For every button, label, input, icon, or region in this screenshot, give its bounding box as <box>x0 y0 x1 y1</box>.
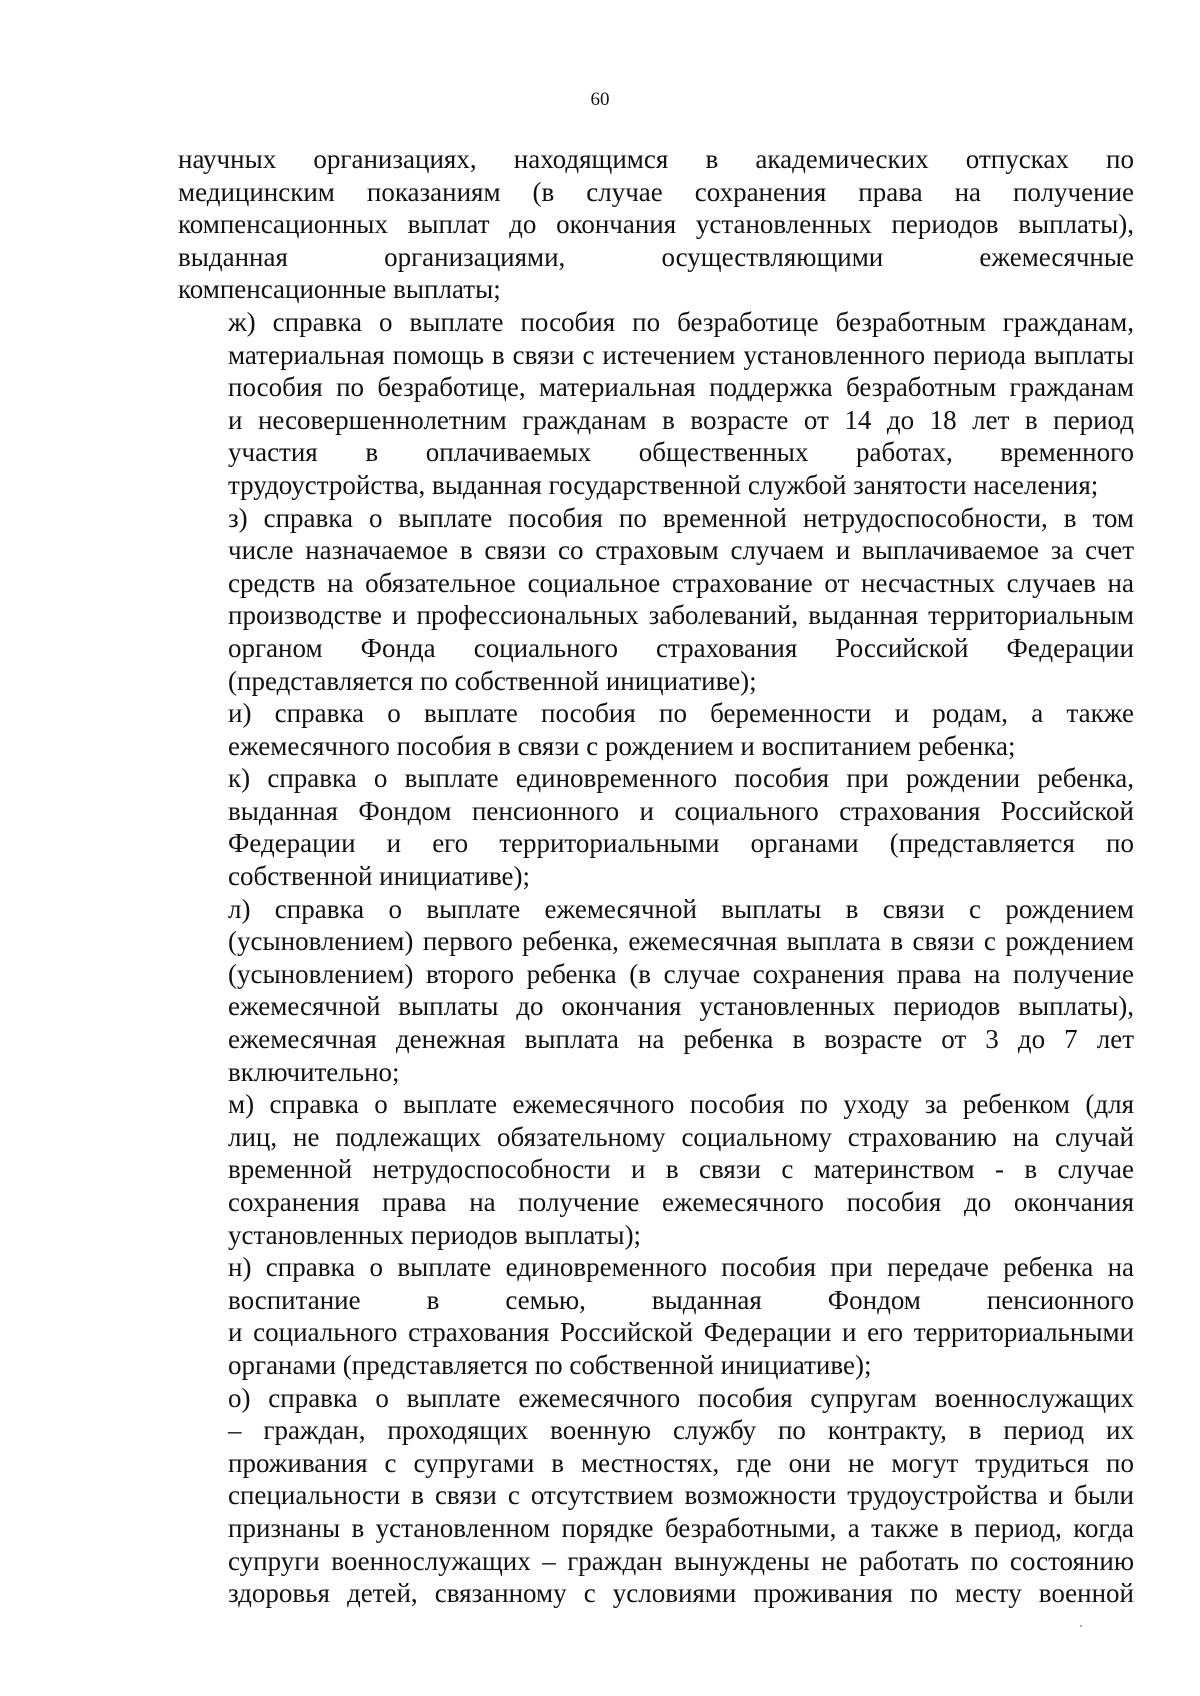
text-line: м) справка о выплате ежемесячного пособия по уходу за ребенком (для <box>228 1089 1134 1120</box>
text-line: лиц, не подлежащих обязательному социальному страхованию на случай <box>228 1121 1134 1152</box>
text-line: л) справка о выплате ежемесячной выплаты в связи с рождением <box>228 893 1134 924</box>
text-line: органом Фонда социального страхования Российской Федерации <box>228 632 1134 663</box>
document-body <box>178 143 1134 1610</box>
text-line: здоровья детей, связанному с условиями проживания по месту военной <box>228 1578 1134 1609</box>
text-line: супруги военнослужащих – граждан вынуждены не работать по состоянию <box>228 1545 1134 1576</box>
text-line: к) справка о выплате единовременного пособия при рождении ребенка, <box>228 763 1134 794</box>
text-line: собственной инициативе); <box>228 861 531 892</box>
text-line: выданная организациями, осуществляющими ежемесячные <box>178 241 1134 272</box>
text-line: ж) справка о выплате пособия по безработице безработным гражданам, <box>228 306 1134 337</box>
text-line: сохранения права на получение ежемесячного пособия до окончания <box>228 1187 1134 1217</box>
text-line: ежемесячного пособия в связи с рождением и воспитанием ребенка; <box>228 730 1016 761</box>
text-line: (усыновлением) второго ребенка (в случае сохранения права на получение <box>228 958 1134 989</box>
text-line: з) справка о выплате пособия по временной нетрудоспособности, в том <box>228 502 1134 533</box>
page-number: 60 <box>590 89 610 110</box>
text-line: числе назначаемое в связи со страховым случаем и выплачиваемое за счет <box>228 535 1134 566</box>
text-line: трудоустройства, выданная государственной службой занятости населения; <box>228 469 1099 500</box>
text-line: пособия по безработице, материальная поддержка безработным гражданам <box>228 372 1134 403</box>
text-line: – граждан, проходящих военную службу по контракту, в период их <box>228 1415 1134 1446</box>
text-line: (усыновлением) первого ребенка, ежемесячная выплата в связи с рождением <box>228 926 1134 957</box>
text-line: включительно; <box>228 1056 400 1087</box>
paragraph <box>178 762 1134 892</box>
paragraph <box>178 143 1134 306</box>
paragraph <box>178 502 1134 698</box>
text-line: компенсационные выплаты; <box>178 274 501 305</box>
paragraph <box>178 697 1134 762</box>
paragraph <box>178 1382 1134 1610</box>
text-line: производстве и профессиональных заболеваний, выданная территориальным <box>228 600 1134 631</box>
text-line: выданная Фондом пенсионного и социального страхования Российской <box>228 795 1134 826</box>
text-line: участия в оплачиваемых общественных работах, временного <box>228 437 1134 468</box>
text-line: органами (представляется по собственной инициативе); <box>228 1349 872 1380</box>
text-line: Федерации и его территориальными органами (представляется по <box>228 828 1134 859</box>
text-line: специальности в связи с отсутствием возможности трудоустройства и были <box>228 1480 1134 1511</box>
paragraph <box>178 1251 1134 1381</box>
text-line: и) справка о выплате пособия по беременности и родам, а также <box>228 698 1134 729</box>
text-line: научных организациях, находящимся в академических отпусках по <box>178 144 1134 174</box>
text-line: и несовершеннолетним гражданам в возрасте от 14 до 18 лет в период <box>228 404 1134 435</box>
text-line: медицинским показаниям (в случае сохранения права на получение <box>178 176 1134 207</box>
paragraph <box>178 306 1134 502</box>
text-line: проживания с супругами в местностях, где они не могут трудиться по <box>228 1447 1134 1478</box>
paragraph <box>178 893 1134 1089</box>
paragraph <box>178 1088 1134 1251</box>
text-line: н) справка о выплате единовременного пособия при передаче ребенка на <box>228 1252 1134 1283</box>
text-line: и социального страхования Российской Федерации и его территориальными <box>228 1317 1134 1348</box>
scan-speck <box>1080 1625 1082 1627</box>
text-line: установленных периодов выплаты); <box>228 1219 642 1250</box>
text-line: компенсационных выплат до окончания установленных периодов выплаты), <box>178 209 1134 240</box>
text-line: признаны в установленном порядке безработными, а также в период, когда <box>228 1512 1134 1543</box>
text-line: ежемесячной выплаты до окончания установленных периодов выплаты), <box>228 991 1134 1022</box>
text-line: о) справка о выплате ежемесячного пособия супругам военнослужащих <box>228 1382 1134 1413</box>
text-line: материальная помощь в связи с истечением установленного периода выплаты <box>228 339 1134 370</box>
text-line: средств на обязательное социальное страхование от несчастных случаев на <box>228 567 1134 598</box>
text-line: ежемесячная денежная выплата на ребенка в возрасте от 3 до 7 лет <box>228 1024 1134 1055</box>
text-line: воспитание в семью, выданная Фондом пенсионного <box>228 1284 1134 1315</box>
text-line: временной нетрудоспособности и в связи с материнством - в случае <box>228 1154 1134 1185</box>
text-line: (представляется по собственной инициативе); <box>228 665 757 696</box>
